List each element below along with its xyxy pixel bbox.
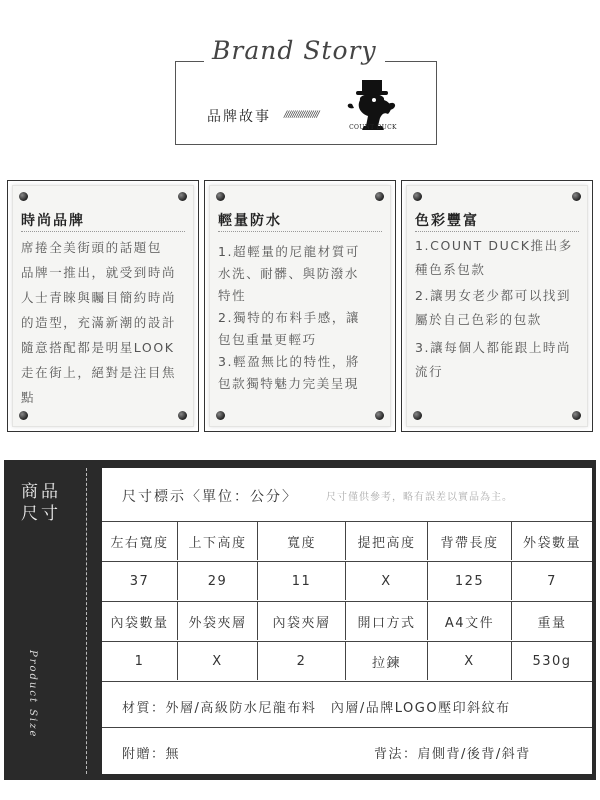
spec-value-cell: 11 xyxy=(258,562,346,600)
divider xyxy=(415,231,579,232)
spec-label-cell: 上下高度 xyxy=(178,522,258,560)
spec-carry: 背法：肩側背/後背/斜背 xyxy=(374,747,531,762)
card-text-line: 3.輕盈無比的特性，將 xyxy=(218,354,361,369)
card-text-line: 席捲全美街頭的話題包 xyxy=(21,240,163,255)
card-text-line: 特性 xyxy=(218,288,247,303)
divider xyxy=(218,231,382,232)
screw-icon xyxy=(19,192,28,201)
card-text-line: 2.獨特的布料手感，讓 xyxy=(218,310,361,325)
card-text-line: 流行 xyxy=(415,364,444,379)
screw-icon xyxy=(413,192,422,201)
spec-material: 材質：外層/高級防水尼龍布料 內層/品牌LOGO壓印斜紋布 xyxy=(122,701,511,716)
card-text-line: 人士青睞與矚目簡約時尚 xyxy=(21,290,177,305)
spec-label-cell: 背帶長度 xyxy=(428,522,512,560)
spec-value-cell: 125 xyxy=(428,562,512,600)
feature-card-lightweight xyxy=(204,180,396,432)
spec-material-row xyxy=(102,682,592,728)
card-text-line: 1.COUNT DUCK推出多 xyxy=(415,238,573,253)
size-title-line: 商品 xyxy=(21,482,61,502)
card-text-line: 屬於自己色彩的包款 xyxy=(415,312,542,327)
decorative-dashes: ///////////////// xyxy=(284,110,319,120)
spec-label-cell: 提把高度 xyxy=(346,522,428,560)
size-title-line: 尺寸 xyxy=(21,504,61,524)
spec-value-cell: 7 xyxy=(547,573,557,589)
spec-header: 尺寸標示〈單位：公分〉 xyxy=(122,489,298,505)
spec-label-cell: 寬度 xyxy=(258,522,346,560)
spec-value-cell: 530g xyxy=(532,653,572,669)
card-text-line: 3.讓每個人都能跟上時尚 xyxy=(415,340,572,355)
spec-label-cell: 重量 xyxy=(537,615,567,631)
spec-extra-row xyxy=(102,728,592,774)
spec-values-row xyxy=(102,642,592,682)
spec-label-cell: 內袋數量 xyxy=(102,602,178,640)
size-section-title xyxy=(21,481,67,525)
spec-label-cell: 內袋夾層 xyxy=(258,602,346,640)
spec-header-row xyxy=(102,468,592,522)
card-text-line: 種色系包款 xyxy=(415,262,486,277)
spec-value-cell: X xyxy=(428,642,512,680)
card-text-line: 2.讓男女老少都可以找到 xyxy=(415,288,572,303)
card-text-line: 隨意搭配都是明星LOOK xyxy=(21,340,175,355)
spec-value-cell: 拉鍊 xyxy=(346,642,428,680)
logo-wordmark: COUNT DUCK xyxy=(349,124,397,131)
card-text-line: 1.超輕量的尼龍材質可 xyxy=(218,244,361,259)
screw-icon xyxy=(216,192,225,201)
card-text-line: 包包重量更輕巧 xyxy=(218,332,317,347)
card-text-line: 包款獨特魅力完美呈現 xyxy=(218,376,360,391)
spec-values-row xyxy=(102,562,592,602)
spec-note: 尺寸僅供參考，略有誤差以實品為主。 xyxy=(326,492,513,503)
screw-icon xyxy=(572,192,581,201)
screw-icon xyxy=(216,411,225,420)
spec-labels-row xyxy=(102,522,592,562)
product-size-vertical-label: Product Size xyxy=(27,650,38,739)
spec-value-cell: X xyxy=(346,562,428,600)
spec-label-cell: 外袋數量 xyxy=(522,535,581,551)
spec-value-cell: 29 xyxy=(178,562,258,600)
spec-gift: 附贈：無 xyxy=(122,747,181,762)
card-text-line: 的造型，充滿新潮的設計 xyxy=(21,315,177,330)
card-title: 時尚品牌 xyxy=(21,213,85,229)
spec-value-cell: 37 xyxy=(102,562,178,600)
screw-icon xyxy=(572,411,581,420)
spec-label-cell: 外袋夾層 xyxy=(178,602,258,640)
feature-card-colors xyxy=(401,180,593,432)
spec-value-cell: 1 xyxy=(102,642,178,680)
spec-value-cell: 2 xyxy=(258,642,346,680)
feature-card-fashion xyxy=(7,180,199,432)
screw-icon xyxy=(375,192,384,201)
divider xyxy=(21,231,185,232)
screw-icon xyxy=(178,192,187,201)
spec-label-cell: 左右寬度 xyxy=(102,522,178,560)
card-text-line: 走在街上，絕對是注目焦 xyxy=(21,365,177,380)
screw-icon xyxy=(413,411,422,420)
screw-icon xyxy=(19,411,28,420)
spec-value-cell: X xyxy=(178,642,258,680)
spec-label-cell: 開口方式 xyxy=(346,602,428,640)
brand-story-zh-title: 品牌故事 xyxy=(207,109,271,125)
card-text-line: 水洗、耐髒、與防潑水 xyxy=(218,266,360,281)
card-title: 輕量防水 xyxy=(218,213,282,229)
screw-icon xyxy=(375,411,384,420)
brand-story-script-title: Brand Story xyxy=(204,36,385,65)
card-text-line: 品牌一推出，就受到時尚 xyxy=(21,265,177,280)
screw-icon xyxy=(178,411,187,420)
card-title: 色彩豐富 xyxy=(415,213,479,229)
spec-labels-row xyxy=(102,602,592,642)
spec-label-cell: A4文件 xyxy=(428,602,512,640)
card-text-line: 點 xyxy=(21,390,36,405)
dashed-divider xyxy=(86,468,87,774)
spec-table xyxy=(102,468,592,774)
